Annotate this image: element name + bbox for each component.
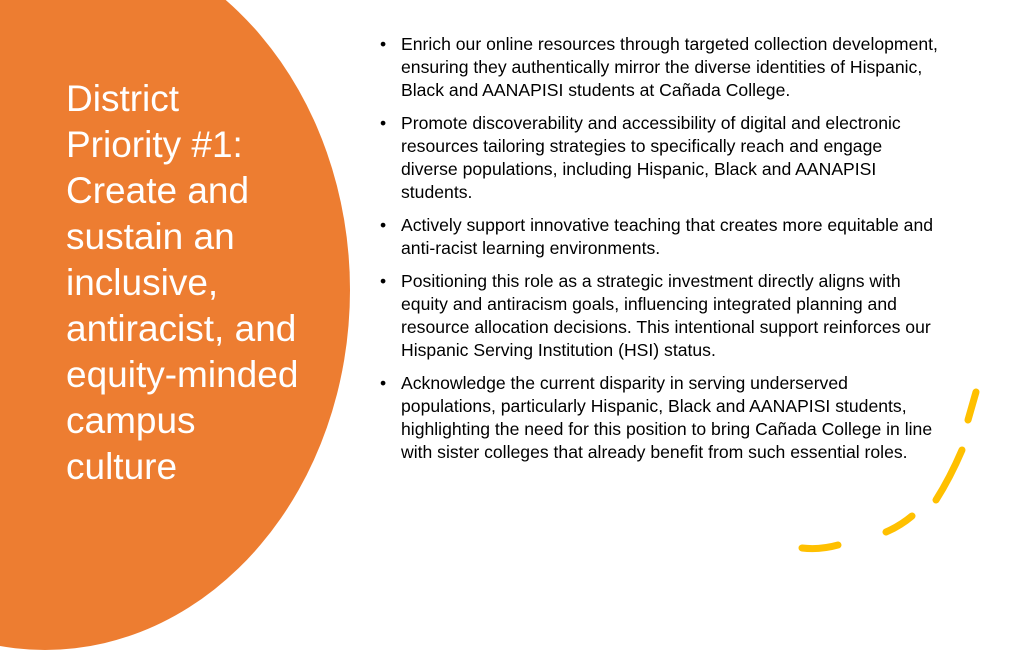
bullet-text: Acknowledge the current disparity in serving underserved populations, particularly Hispanic, Black and AANAPISI students, highlighting the need for this position to bring Cañada College in line with sister colleges that already benefit from such essential roles. <box>401 373 933 462</box>
bullet-dot: • <box>380 271 387 291</box>
title-line: equity-minded <box>66 354 299 395</box>
yellow-dash-segment <box>802 545 838 549</box>
bullet-text: Positioning this role as a strategic investment directly aligns with equity and antiracism goals, influencing integrated planning and resource allocation decisions. This intentional support reinforces our Hispanic Serving Institution (HSI) status. <box>401 271 931 360</box>
title-line: culture <box>66 446 178 487</box>
title-line: District <box>66 78 180 119</box>
title-line: campus <box>66 400 196 441</box>
bullet-dot: • <box>380 34 387 54</box>
title-line: sustain an <box>66 216 235 257</box>
title-line: Create and <box>66 170 250 211</box>
yellow-dash-segment <box>968 392 976 420</box>
bullet-text: Promote discoverability and accessibility of digital and electronic resources tailoring strategies to specifically reach and engage diverse populations, including Hispanic, Black and AANAPISI students. <box>401 113 901 202</box>
title-line: Priority #1: <box>66 124 243 165</box>
yellow-dash-segment <box>936 450 962 500</box>
bullet-text: Actively support innovative teaching that creates more equitable and anti-racist learning environments. <box>401 215 934 258</box>
bullet-dot: • <box>380 215 387 235</box>
bullet-dot: • <box>380 113 387 133</box>
yellow-dash-segment <box>886 516 912 532</box>
title-line: antiracist, and <box>66 308 297 349</box>
title-line: inclusive, <box>66 262 219 303</box>
bullet-dot: • <box>380 373 387 393</box>
bullet-text: Enrich our online resources through targeted collection development, ensuring they authentically mirror the diverse identities of Hispanic, Black and AANAPISI students at Cañada College. <box>401 34 938 100</box>
